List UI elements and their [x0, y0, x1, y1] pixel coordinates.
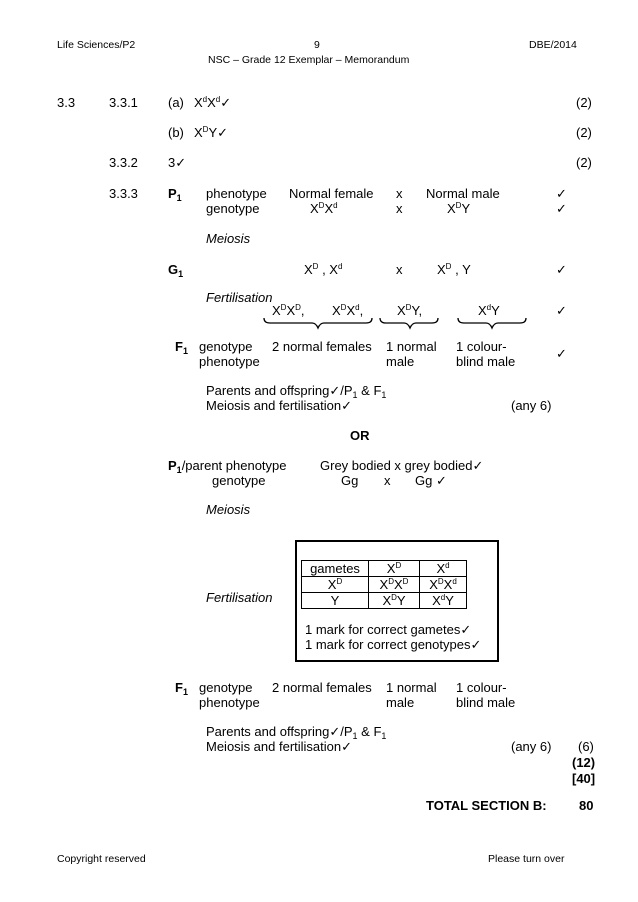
table-row	[302, 593, 467, 609]
part-a-label: (a)	[168, 95, 184, 110]
female-genotype: $X^DX^d$	[310, 201, 338, 216]
offspring-2: $X^DX^d$,	[332, 303, 364, 318]
mark-six: (6)	[578, 739, 594, 754]
alt-p1-phenotype: $P_1$/parent phenotype	[168, 458, 287, 475]
alt-f1-phenotype: phenotype	[199, 695, 260, 710]
table-cell: $X^dY$	[420, 593, 467, 609]
page-number: 9	[314, 39, 320, 51]
part-b-label: (b)	[168, 125, 184, 140]
tick-icon: ✓	[329, 383, 341, 398]
alt-criteria-meiosis: Meiosis and fertilisation✓	[206, 739, 353, 754]
male-genotype: $X^DY$	[447, 201, 471, 216]
offspring-4: $X^dY$	[478, 303, 500, 318]
or-divider: OR	[350, 428, 370, 443]
fertilisation-label: Fertilisation	[206, 290, 273, 305]
mark-3-3-2: (2)	[576, 155, 592, 170]
subquestion-3-3-1: 3.3.1	[109, 95, 138, 110]
mark-twelve: (12)	[572, 755, 596, 770]
offspring-1: $X^DX^D$,	[272, 303, 305, 318]
tick-icon: ✓	[556, 303, 567, 318]
offspring-3: $X^DY$,	[397, 303, 423, 318]
alt-one-colour: 1 colour-	[456, 680, 507, 695]
cross-symbol: x	[396, 201, 403, 216]
table-cell: $X^D$	[302, 577, 369, 593]
genotype-label: genotype	[206, 201, 260, 216]
brace-normal-male	[380, 318, 438, 328]
table-cell: gametes	[302, 561, 369, 577]
f1-label: $F_1$	[175, 339, 188, 356]
brace-females	[264, 318, 372, 328]
alt-grey-bodied: Grey bodied x grey bodied✓	[320, 458, 484, 473]
cross-symbol: x	[396, 186, 403, 201]
cross-symbol: x	[396, 262, 403, 277]
one-colour: 1 colour-	[456, 339, 507, 354]
tick-icon: ✓	[472, 458, 484, 473]
mark-genotypes: 1 mark for correct genotypes✓	[305, 637, 482, 652]
table-cell: $X^DX^d$	[420, 577, 467, 593]
one-normal: 1 normal	[386, 339, 437, 354]
tick-icon: ✓	[435, 473, 447, 488]
table-row	[302, 561, 467, 577]
tick-icon: ✓	[220, 95, 232, 110]
phenotype-label: phenotype	[206, 186, 267, 201]
mark-a: (2)	[576, 95, 592, 110]
answer-b: $X^DY✓$	[194, 125, 229, 140]
alt-blind-male: blind male	[456, 695, 516, 710]
answer-a: $X^dX^d✓$	[194, 95, 232, 110]
g1-label: $G_1$	[168, 262, 184, 279]
tick-icon: ✓	[217, 125, 229, 140]
mark-forty: [40]	[572, 771, 596, 786]
table-row	[302, 577, 467, 593]
alt-genotype-label: genotype	[212, 473, 266, 488]
normal-male: Normal male	[426, 186, 500, 201]
alt-two-normal-females: 2 normal females	[272, 680, 372, 695]
alt-criteria-parents: Parents and $offspring✓/P_1$ & $F_1$	[206, 724, 387, 741]
mark-b: (2)	[576, 125, 592, 140]
normal-female: Normal female	[289, 186, 374, 201]
alt-male: male	[386, 695, 415, 710]
footer-right: Please turn over	[488, 853, 565, 865]
alt-gg-right: Gg ✓	[415, 473, 447, 488]
two-normal-females: 2 normal females	[272, 339, 372, 354]
tick-icon: ✓	[175, 155, 187, 170]
tick-icon: ✓	[556, 346, 567, 361]
footer-left: Copyright reserved	[57, 853, 146, 865]
tick-icon: ✓	[341, 398, 353, 413]
f1-genotype-label: genotype	[199, 339, 253, 354]
male-gametes: $X^D$ , Y	[437, 262, 471, 277]
brace-cb-male	[458, 318, 526, 328]
alt-f1-label: $F_1$	[175, 680, 188, 697]
meiosis-label: Meiosis	[206, 231, 251, 246]
total-label: TOTAL SECTION B:	[426, 798, 547, 813]
blind-male: blind male	[456, 354, 516, 369]
table-cell: $X^DY$	[369, 593, 420, 609]
p1-label: $P_1$	[168, 186, 182, 203]
alt-f1-genotype: genotype	[199, 680, 253, 695]
alt-cross: x	[384, 473, 391, 488]
tick-icon: ✓	[556, 201, 567, 216]
criteria-meiosis-fert: Meiosis and fertilisation✓	[206, 398, 353, 413]
subquestion-3-3-3: 3.3.3	[109, 186, 138, 201]
criteria-parents-offspring: Parents and $offspring✓/P_1$ & $F_1$	[206, 383, 387, 400]
table-cell: $X^DX^D$	[369, 577, 420, 593]
tick-icon: ✓	[556, 186, 567, 201]
offspring-braces	[262, 316, 534, 330]
tick-icon: ✓	[341, 739, 353, 754]
header-subtitle: NSC – Grade 12 Exemplar – Memorandum	[208, 54, 410, 66]
table-cell: Y	[302, 593, 369, 609]
subquestion-3-3-2: 3.3.2	[109, 155, 138, 170]
tick-icon: ✓	[556, 262, 567, 277]
mark-gametes: 1 mark for correct gametes✓	[305, 622, 472, 637]
alt-one-normal: 1 normal	[386, 680, 437, 695]
any-six: (any 6)	[511, 398, 552, 413]
male-label: male	[386, 354, 415, 369]
alt-gg-left: Gg	[341, 473, 359, 488]
total-value: 80	[579, 798, 594, 813]
alt-fertilisation: Fertilisation	[206, 590, 273, 605]
tick-icon: ✓	[329, 724, 341, 739]
tick-icon: ✓	[470, 637, 482, 652]
alt-any-six: (any 6)	[511, 739, 552, 754]
header-right: DBE/2014	[529, 39, 577, 51]
f1-phenotype-label: phenotype	[199, 354, 260, 369]
tick-icon: ✓	[460, 622, 472, 637]
punnett-table	[301, 560, 467, 609]
alt-meiosis: Meiosis	[206, 502, 251, 517]
table-cell: $X^D$	[369, 561, 420, 577]
question-number: 3.3	[57, 95, 76, 110]
table-cell: $X^d$	[420, 561, 467, 577]
female-gametes: $X^D$ , $X^d$	[304, 262, 343, 277]
header-left: Life Sciences/P2	[57, 39, 136, 51]
answer-3-3-2: 3✓	[168, 155, 187, 170]
